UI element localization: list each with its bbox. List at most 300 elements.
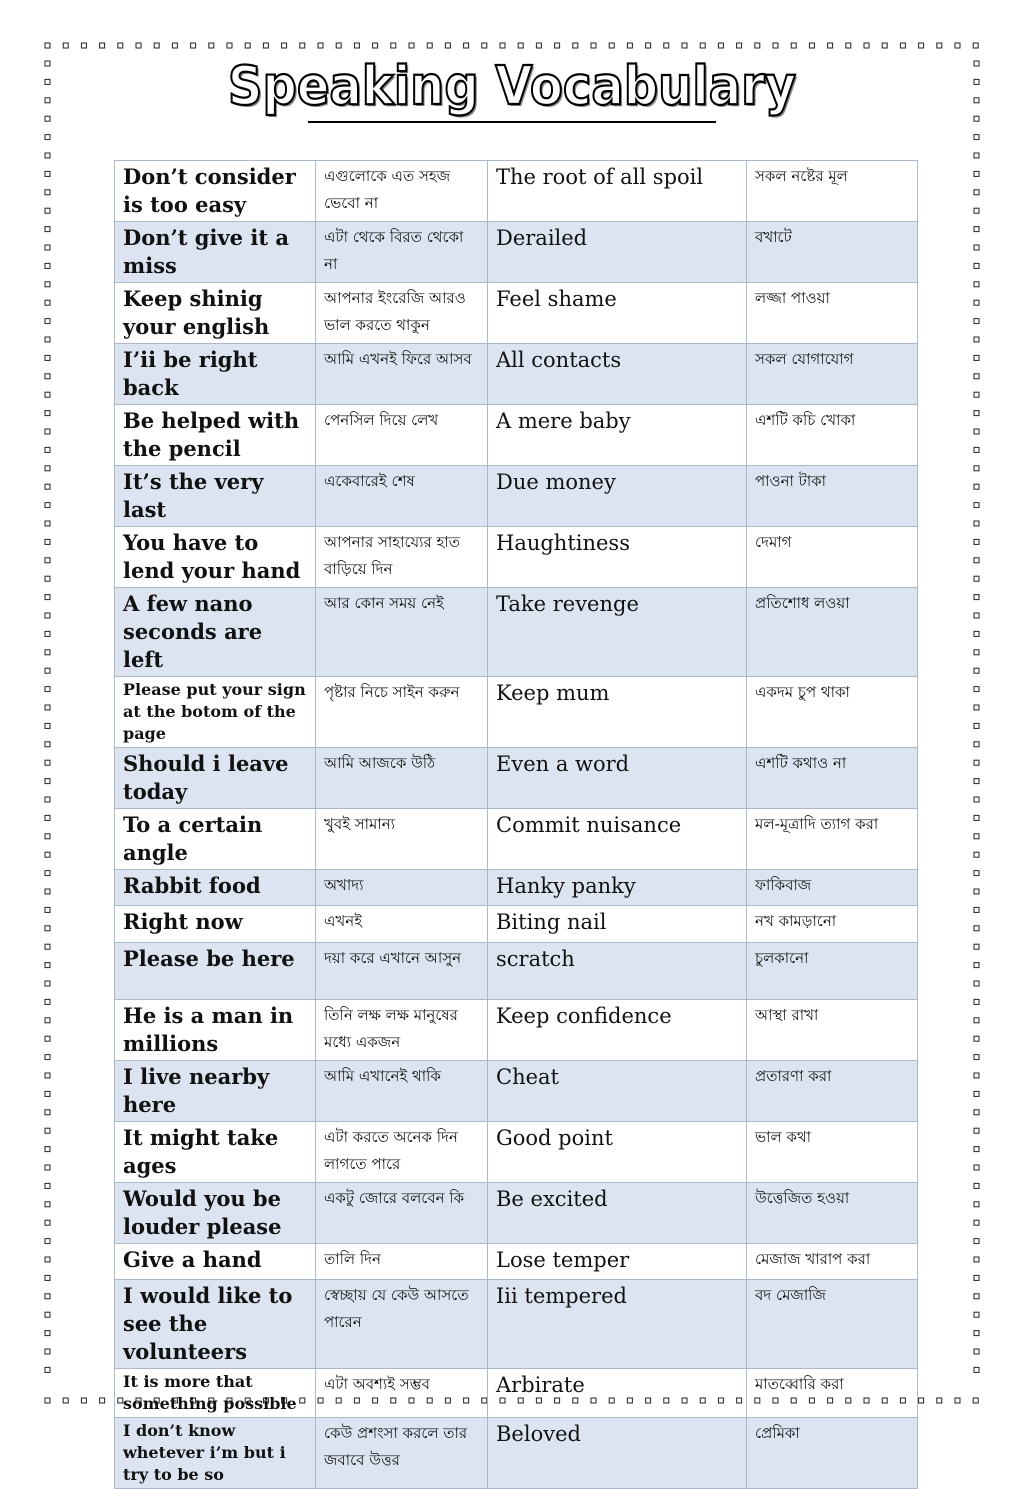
word-cell: All contacts — [488, 344, 747, 405]
bangla-meaning-cell: এটা করতে অনেক দিন লাগতে পারে — [316, 1122, 488, 1183]
border-square — [45, 447, 50, 452]
word-meaning-cell: বখাটে — [747, 222, 918, 283]
border-square — [45, 1055, 50, 1060]
border-square — [245, 43, 250, 48]
phrase-cell: I’ii be right back — [115, 344, 316, 405]
border-square — [974, 1055, 979, 1060]
border-square — [974, 263, 979, 268]
border-square — [45, 263, 50, 268]
table-row — [115, 748, 918, 809]
phrase-cell: Right now — [115, 906, 316, 943]
phrase-cell: It’s the very last — [115, 466, 316, 527]
border-square — [263, 43, 268, 48]
border-square — [682, 43, 687, 48]
border-square — [45, 797, 50, 802]
border-square — [45, 1312, 50, 1317]
border-square — [45, 466, 50, 471]
word-cell: Even a word — [488, 748, 747, 809]
border-square — [773, 43, 778, 48]
bangla-meaning-cell: এগুলোকে এত সহজ ভেবো না — [316, 161, 488, 222]
border-square — [45, 1183, 50, 1188]
border-square — [45, 503, 50, 508]
border-square — [45, 1073, 50, 1078]
border-square — [700, 43, 705, 48]
border-square — [828, 43, 833, 48]
word-meaning-cell: আস্থা রাখা — [747, 1000, 918, 1061]
table-row — [115, 1280, 918, 1369]
border-square — [336, 43, 341, 48]
border-square — [974, 815, 979, 820]
word-meaning-cell: বদ মেজাজি — [747, 1280, 918, 1369]
phrase-cell: Rabbit food — [115, 870, 316, 906]
phrase-cell: Please put your sign at the botom of the page — [115, 677, 316, 748]
phrase-cell: I live nearby here — [115, 1061, 316, 1122]
title-underline — [308, 121, 716, 123]
border-square — [974, 374, 979, 379]
phrase-cell: Would you be louder please — [115, 1183, 316, 1244]
bangla-meaning-cell: তালি দিন — [316, 1244, 488, 1280]
border-square — [900, 43, 905, 48]
border-square — [45, 1398, 50, 1403]
word-meaning-cell: মল-মূত্রাদি ত্যাগ করা — [747, 809, 918, 870]
border-square — [45, 1147, 50, 1152]
border-square — [974, 613, 979, 618]
border-square — [45, 539, 50, 544]
phrase-cell: Don’t give it a miss — [115, 222, 316, 283]
border-square — [81, 43, 86, 48]
word-meaning-cell: চুলকানো — [747, 943, 918, 1000]
border-square — [974, 392, 979, 397]
border-square — [974, 447, 979, 452]
border-square — [45, 889, 50, 894]
phrase-cell: It might take ages — [115, 1122, 316, 1183]
border-square — [45, 613, 50, 618]
table-row — [115, 527, 918, 588]
word-meaning-cell: ভাল কথা — [747, 1122, 918, 1183]
border-square — [974, 171, 979, 176]
word-meaning-cell: উত্তেজিত হওয়া — [747, 1183, 918, 1244]
border-square — [882, 43, 887, 48]
word-meaning-cell: ফাকিবাজ — [747, 870, 918, 906]
border-square — [45, 1165, 50, 1170]
table-row — [115, 1000, 918, 1061]
border-square — [45, 1275, 50, 1280]
border-square — [45, 834, 50, 839]
border-square — [974, 742, 979, 747]
border-square — [974, 595, 979, 600]
border-square — [974, 963, 979, 968]
border-square — [45, 1294, 50, 1299]
border-square — [974, 1091, 979, 1096]
border-square — [974, 576, 979, 581]
border-square — [45, 687, 50, 692]
border-square — [300, 43, 305, 48]
border-square — [318, 43, 323, 48]
border-square — [81, 1398, 86, 1403]
table-row — [115, 222, 918, 283]
border-square — [974, 1183, 979, 1188]
border-square — [846, 43, 851, 48]
border-square — [974, 687, 979, 692]
border-square — [974, 981, 979, 986]
border-square — [974, 723, 979, 728]
border-square — [974, 1147, 979, 1152]
border-square — [45, 1202, 50, 1207]
border-square — [809, 43, 814, 48]
border-square — [974, 852, 979, 857]
word-cell: Lose temper — [488, 1244, 747, 1280]
border-square — [45, 705, 50, 710]
border-square — [974, 466, 979, 471]
border-square — [627, 43, 632, 48]
phrase-cell: Be helped with the pencil — [115, 405, 316, 466]
border-square — [45, 650, 50, 655]
border-square — [974, 889, 979, 894]
bangla-meaning-cell: দয়া করে এখানে আসুন — [316, 943, 488, 1000]
border-square — [45, 1331, 50, 1336]
word-cell: Take revenge — [488, 588, 747, 677]
border-square — [45, 153, 50, 158]
border-square — [45, 1239, 50, 1244]
border-square — [464, 43, 469, 48]
bangla-meaning-cell: আপনার সাহায্যের হাত বাড়িয়ে দিন — [316, 527, 488, 588]
phrase-cell: Don’t consider is too easy — [115, 161, 316, 222]
border-square — [536, 43, 541, 48]
border-square — [718, 43, 723, 48]
border-square — [974, 1312, 979, 1317]
phrase-cell: To a certain angle — [115, 809, 316, 870]
word-cell: Good point — [488, 1122, 747, 1183]
phrase-cell: I don’t know whetever i’m but i try to be so — [115, 1418, 316, 1489]
word-cell: Feel shame — [488, 283, 747, 344]
border-square — [937, 43, 942, 48]
border-square — [974, 208, 979, 213]
word-cell: Arbirate — [488, 1369, 747, 1418]
border-square — [45, 595, 50, 600]
word-meaning-cell: প্রতিশোধ লওয়া — [747, 588, 918, 677]
border-square — [864, 43, 869, 48]
border-square — [282, 43, 287, 48]
border-square — [45, 245, 50, 250]
word-cell: Beloved — [488, 1418, 747, 1489]
bangla-meaning-cell: খুবই সামান্য — [316, 809, 488, 870]
border-square — [973, 43, 978, 48]
border-square — [591, 43, 596, 48]
border-square — [518, 43, 523, 48]
border-square — [427, 43, 432, 48]
border-square — [974, 319, 979, 324]
border-square — [45, 484, 50, 489]
border-square — [974, 1036, 979, 1041]
border-square — [974, 650, 979, 655]
border-square — [45, 1257, 50, 1262]
bangla-meaning-cell: কেউ প্রশংসা করলে তার জবাবে উত্তর — [316, 1418, 488, 1489]
bangla-meaning-cell: পৃষ্টার নিচে সাইন করুন — [316, 677, 488, 748]
word-cell: Be excited — [488, 1183, 747, 1244]
border-square — [974, 429, 979, 434]
border-square — [974, 521, 979, 526]
bangla-meaning-cell: এটা অবশ্যই সম্ভব — [316, 1369, 488, 1418]
table-row — [115, 1418, 918, 1489]
border-square — [555, 43, 560, 48]
word-cell: Keep confidence — [488, 1000, 747, 1061]
vocabulary-table — [114, 160, 918, 1489]
border-square — [45, 999, 50, 1004]
border-square — [974, 282, 979, 287]
border-square — [354, 43, 359, 48]
border-square — [974, 1367, 979, 1372]
border-square — [919, 43, 924, 48]
phrase-cell: Should i leave today — [115, 748, 316, 809]
border-square — [791, 43, 796, 48]
border-square — [45, 1349, 50, 1354]
border-square — [974, 760, 979, 765]
border-square — [45, 1018, 50, 1023]
border-square — [974, 1239, 979, 1244]
table-row — [115, 677, 918, 748]
border-square — [974, 834, 979, 839]
border-square — [409, 43, 414, 48]
word-cell: The root of all spoil — [488, 161, 747, 222]
border-square — [391, 43, 396, 48]
border-square — [45, 1110, 50, 1115]
border-square — [63, 1398, 68, 1403]
bangla-meaning-cell: একটু জোরে বলবেন কি — [316, 1183, 488, 1244]
bangla-meaning-cell: অখাদ্য — [316, 870, 488, 906]
border-square — [974, 1018, 979, 1023]
word-cell: Derailed — [488, 222, 747, 283]
border-square — [737, 43, 742, 48]
border-square — [974, 153, 979, 158]
table-row — [115, 588, 918, 677]
word-cell: Haughtiness — [488, 527, 747, 588]
phrase-cell: Keep shinig your english — [115, 283, 316, 344]
word-cell: Iii tempered — [488, 1280, 747, 1369]
border-square — [45, 171, 50, 176]
border-square — [45, 871, 50, 876]
border-square — [974, 1275, 979, 1280]
border-square — [45, 300, 50, 305]
border-square — [45, 668, 50, 673]
word-meaning-cell: লজ্জা পাওয়া — [747, 283, 918, 344]
border-square — [974, 503, 979, 508]
border-square — [45, 43, 50, 48]
border-square — [955, 1398, 960, 1403]
page-title: Speaking Vocabulary — [227, 54, 797, 118]
border-square — [45, 815, 50, 820]
border-square — [45, 576, 50, 581]
word-meaning-cell: মাতব্বোরি করা — [747, 1369, 918, 1418]
border-square — [45, 779, 50, 784]
border-square — [45, 760, 50, 765]
word-meaning-cell: সকল নষ্টের মূল — [747, 161, 918, 222]
table-row — [115, 1183, 918, 1244]
border-square — [974, 705, 979, 710]
table-row — [115, 1061, 918, 1122]
border-square — [974, 245, 979, 250]
border-square — [974, 797, 979, 802]
table-row — [115, 161, 918, 222]
border-square — [172, 43, 177, 48]
border-square — [500, 43, 505, 48]
border-square — [45, 742, 50, 747]
border-square — [974, 1331, 979, 1336]
bangla-meaning-cell: পেনসিল দিয়ে লেখ — [316, 405, 488, 466]
word-cell: Hanky panky — [488, 870, 747, 906]
border-square — [45, 135, 50, 140]
table-row — [115, 1122, 918, 1183]
border-square — [45, 852, 50, 857]
table-row — [115, 1244, 918, 1280]
border-square — [974, 411, 979, 416]
border-square — [45, 558, 50, 563]
phrase-cell: Please be here — [115, 943, 316, 1000]
table-row — [115, 283, 918, 344]
bangla-meaning-cell: আমি আজকে উঠি — [316, 748, 488, 809]
border-square — [974, 668, 979, 673]
border-square — [974, 484, 979, 489]
border-square — [45, 907, 50, 912]
border-square — [974, 1110, 979, 1115]
border-square — [154, 43, 159, 48]
bangla-meaning-cell: তিনি লক্ষ লক্ষ মানুষের মধ্যে একজন — [316, 1000, 488, 1061]
word-meaning-cell: দেমাগ — [747, 527, 918, 588]
bangla-meaning-cell: এটা থেকে বিরত থেকো না — [316, 222, 488, 283]
phrase-cell: A few nano seconds are left — [115, 588, 316, 677]
phrase-cell: He is a man in millions — [115, 1000, 316, 1061]
border-square — [45, 723, 50, 728]
border-square — [45, 631, 50, 636]
word-cell: Commit nuisance — [488, 809, 747, 870]
word-meaning-cell: নখ কামড়ানো — [747, 906, 918, 943]
border-square — [100, 43, 105, 48]
border-square — [45, 521, 50, 526]
phrase-cell: I would like to see the volunteers — [115, 1280, 316, 1369]
border-square — [609, 43, 614, 48]
border-square — [100, 1398, 105, 1403]
word-meaning-cell: প্রতারণা করা — [747, 1061, 918, 1122]
table-row — [115, 870, 918, 906]
border-square — [45, 374, 50, 379]
border-square — [974, 907, 979, 912]
border-square — [45, 190, 50, 195]
border-square — [974, 190, 979, 195]
border-square — [955, 43, 960, 48]
border-square — [45, 1367, 50, 1372]
border-square — [45, 1091, 50, 1096]
border-square — [118, 43, 123, 48]
table-row — [115, 405, 918, 466]
border-square — [974, 337, 979, 342]
border-square — [973, 1398, 978, 1403]
word-meaning-cell: মেজাজ খারাপ করা — [747, 1244, 918, 1280]
border-square — [974, 1073, 979, 1078]
word-cell: Cheat — [488, 1061, 747, 1122]
border-square — [45, 208, 50, 213]
border-square — [573, 43, 578, 48]
bangla-meaning-cell: একেবারেই শেষ — [316, 466, 488, 527]
word-cell: scratch — [488, 943, 747, 1000]
border-square — [974, 779, 979, 784]
border-square — [209, 43, 214, 48]
phrase-cell: It is more that something possible — [115, 1369, 316, 1418]
word-meaning-cell: এশটি কচি খোকা — [747, 405, 918, 466]
bangla-meaning-cell: আর কোন সময় নেই — [316, 588, 488, 677]
border-square — [45, 282, 50, 287]
word-cell: A mere baby — [488, 405, 747, 466]
border-square — [45, 926, 50, 931]
bangla-meaning-cell: আমি এখনই ফিরে আসব — [316, 344, 488, 405]
word-meaning-cell: এশটি কথাও না — [747, 748, 918, 809]
border-square — [974, 926, 979, 931]
border-square — [45, 944, 50, 949]
word-cell: Biting nail — [488, 906, 747, 943]
border-square — [45, 1128, 50, 1133]
border-square — [974, 871, 979, 876]
border-square — [974, 1220, 979, 1225]
word-meaning-cell: প্রেমিকা — [747, 1418, 918, 1489]
table-row — [115, 466, 918, 527]
border-square — [974, 1294, 979, 1299]
table-row — [115, 344, 918, 405]
border-square — [974, 558, 979, 563]
border-square — [974, 1128, 979, 1133]
border-square — [974, 135, 979, 140]
border-square — [974, 1257, 979, 1262]
bangla-meaning-cell: আমি এখানেই থাকি — [316, 1061, 488, 1122]
border-square — [45, 355, 50, 360]
border-square — [45, 227, 50, 232]
border-square — [45, 392, 50, 397]
border-square — [646, 43, 651, 48]
bangla-meaning-cell: এখনই — [316, 906, 488, 943]
border-square — [974, 1165, 979, 1170]
table-row — [115, 809, 918, 870]
border-square — [45, 1036, 50, 1041]
border-square — [974, 944, 979, 949]
phrase-cell: Give a hand — [115, 1244, 316, 1280]
border-square — [974, 300, 979, 305]
border-square — [919, 1398, 924, 1403]
border-square — [45, 337, 50, 342]
border-square — [45, 429, 50, 434]
border-square — [974, 355, 979, 360]
border-square — [974, 999, 979, 1004]
table-row — [115, 1369, 918, 1418]
border-square — [974, 227, 979, 232]
bangla-meaning-cell: আপনার ইংরেজি আরও ভাল করতে থাকুন — [316, 283, 488, 344]
border-square — [937, 1398, 942, 1403]
border-square — [974, 1202, 979, 1207]
word-meaning-cell: সকল যোগাযোগ — [747, 344, 918, 405]
border-square — [45, 963, 50, 968]
word-meaning-cell: একদম চুপ থাকা — [747, 677, 918, 748]
border-square — [45, 1220, 50, 1225]
border-square — [136, 43, 141, 48]
border-square — [974, 1349, 979, 1354]
border-square — [373, 43, 378, 48]
border-square — [45, 411, 50, 416]
word-cell: Due money — [488, 466, 747, 527]
border-square — [974, 631, 979, 636]
border-square — [445, 43, 450, 48]
word-cell: Keep mum — [488, 677, 747, 748]
bangla-meaning-cell: স্বেচ্ছায় যে কেউ আসতে পারেন — [316, 1280, 488, 1369]
border-square — [191, 43, 196, 48]
border-square — [974, 539, 979, 544]
border-square — [227, 43, 232, 48]
border-square — [664, 43, 669, 48]
